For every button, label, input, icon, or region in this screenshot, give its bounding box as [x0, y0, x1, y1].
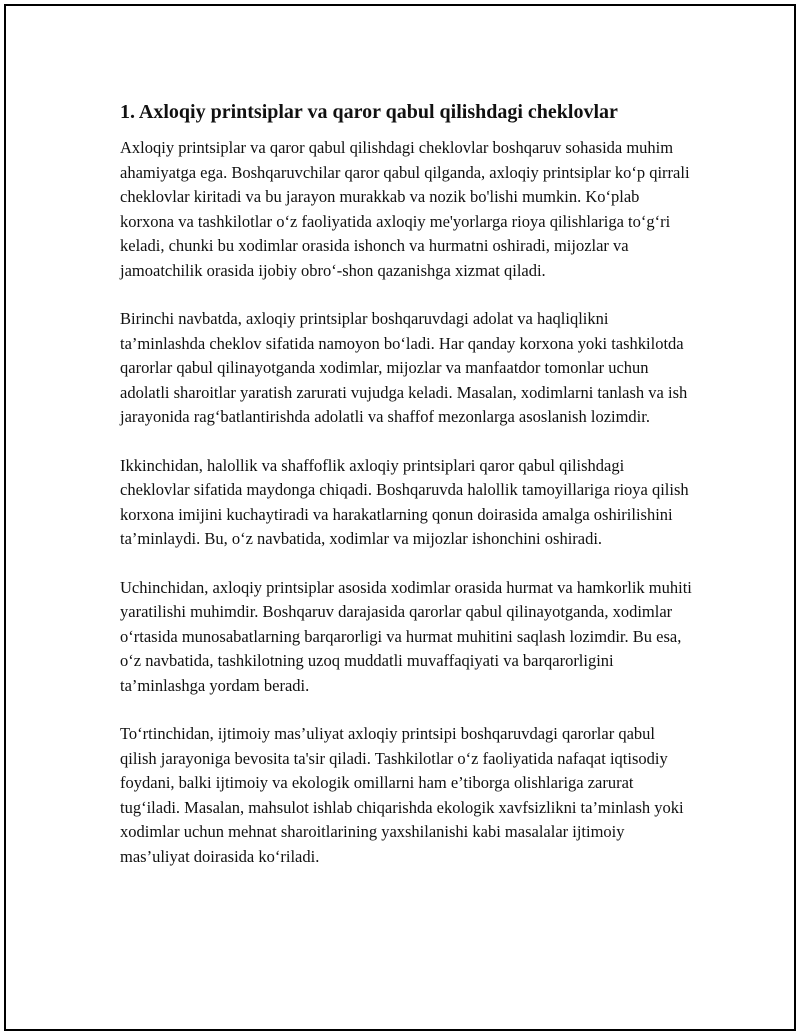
paragraph-fourth-point: To‘rtinchidan, ijtimoiy mas’uliyat axloqiy printsipi boshqaruvdagi qarorlar qabul qilish jarayoniga bevosita ta'sir qiladi. Tashkilotlar o‘z faoliyatida nafaqat iqtisodiy foydani, balki ijtimoiy va ekologik omillarni ham e’tiborga olishlariga zarurat tug‘iladi. Masalan, mahsulot ishlab chiqarishda ekologik xavfsizlikni ta’minlash yoki xodimlar uchun mehnat sharoitlarining yaxshilanishi kabi masalalar ijtimoiy mas’uliyat doirasida ko‘riladi.	[120, 724, 684, 866]
document-heading: 1. Axloqiy printsiplar va qaror qabul qilishdagi cheklovlar	[120, 101, 618, 123]
document-body	[120, 98, 692, 893]
paragraph-intro: Axloqiy printsiplar va qaror qabul qilishdagi cheklovlar boshqaruv sohasida muhim ahamiyatga ega. Boshqaruvchilar qaror qabul qilganda, axloqiy printsiplar ko‘p qirrali cheklovlar kiritadi va bu jarayon murakkab va nozik bo'lishi mumkin. Ko‘plab korxona va tashkilotlar o‘z faoliyatida axloqiy me'yorlarga rioya qilishlariga to‘g‘ri keladi, chunki bu xodimlar orasida ishonch va hurmatni oshiradi, mijozlar va jamoatchilik orasida ijobiy obro‘-shon qazanishga xizmat qiladi.	[120, 138, 690, 280]
paragraph-first-point: Birinchi navbatda, axloqiy printsiplar boshqaruvdagi adolat va haqliqlikni ta’minlashda cheklov sifatida namoyon bo‘ladi. Har qanday korxona yoki tashkilotda qarorlar qabul qilinayotganda xodimlar, mijozlar va manfaatdor tomonlar uchun adolatli sharoitlar yaratish zarurati vujudga keladi. Masalan, xodimlarni tanlash va ish jarayonida rag‘batlantirishda adolatli va shaffof mezonlarga asoslanish lozimdir.	[120, 309, 688, 426]
paragraph-second-point: Ikkinchidan, halollik va shaffoflik axloqiy printsiplari qaror qabul qilishdagi cheklovlar sifatida maydonga chiqadi. Boshqaruvda halollik tamoyillariga rioya qilish korxona imijini kuchaytiradi va harakatlarning qonun doirasida amalga oshirilishini ta’minlaydi. Bu, o‘z navbatida, xodimlar va mijozlar ishonchini oshiradi.	[120, 455, 689, 548]
paragraph-third-point: Uchinchidan, axloqiy printsiplar asosida xodimlar orasida hurmat va hamkorlik muhiti yaratilishi muhimdir. Boshqaruv darajasida qarorlar qabul qilinayotganda, xodimlar o‘rtasida munosabatlarning barqarorligi va hurmat muhitini saqlash lozimdir. Bu esa, o‘z navbatida, tashkilotning uzoq muddatli muvaffaqiyati va barqarorligini ta’minlashga yordam beradi.	[120, 577, 692, 695]
page-frame	[4, 4, 796, 1031]
